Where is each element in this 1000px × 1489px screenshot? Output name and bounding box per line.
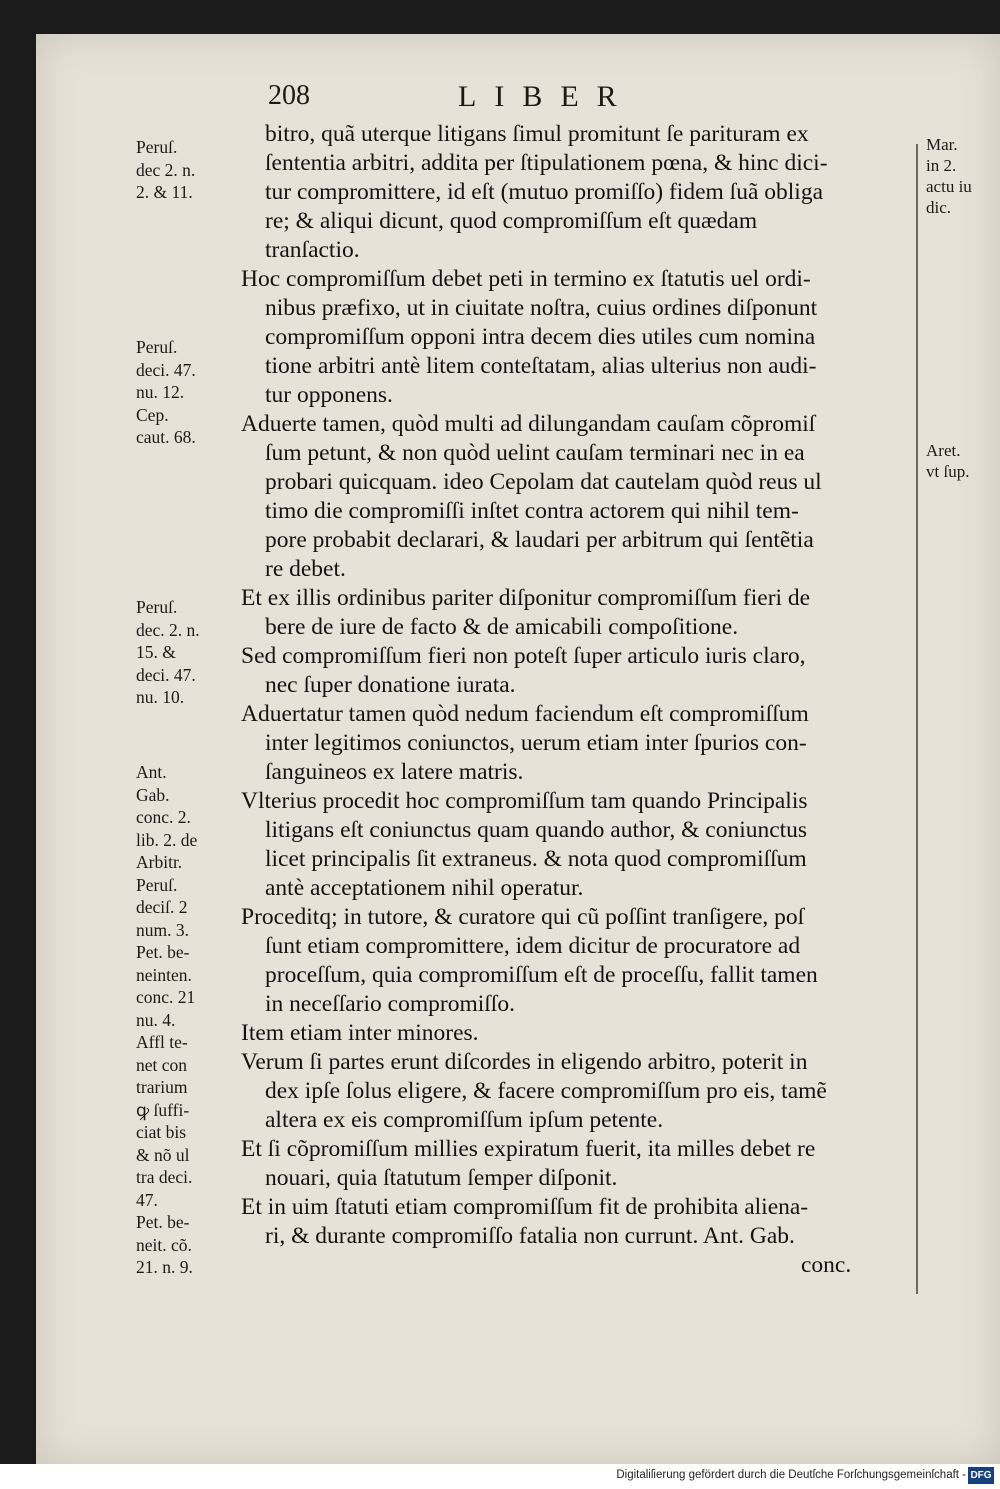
text-line: Vlterius procedit hoc compromiſſum tam quando Principalis: [241, 788, 808, 814]
text-line: proceſſum, quia compromiſſum eſt de proceſſu, fallit tamen: [265, 962, 818, 988]
note-line: deci. 47.: [136, 664, 196, 685]
note-line: Pet. be-: [136, 942, 190, 962]
text-line: Hoc compromiſſum debet peti in termino ex ſtatutis uel ordi-: [241, 266, 811, 292]
text-line: Sed compromiſſum fieri non poteſt ſuper articulo iuris claro,: [241, 643, 806, 669]
text-line: dex ipſe ſolus eligere, & facere compromiſſum pro eis, tamẽ: [265, 1078, 827, 1104]
text-line: ri, & durante compromiſſo fatalia non currunt. Ant. Gab.: [265, 1223, 795, 1249]
note-line: Peruſ.: [136, 597, 178, 617]
text-line: nec ſuper donatione iurata.: [265, 672, 516, 698]
right-note-1: [926, 134, 972, 218]
note-line: 15. &: [136, 642, 176, 662]
note-line: dec. 2. n.: [136, 619, 200, 640]
text-line: tur compromittere, id eſt (mutuo promiſſo) fidem ſuã obliga: [265, 179, 823, 205]
note-line: lib. 2. de: [136, 829, 198, 850]
text-line: Aduerte tamen, quòd multi ad dilungandam cauſam cõpromiſ: [241, 411, 816, 437]
note-line: net con: [136, 1054, 188, 1075]
text-line: litigans eſt coniunctus quam quando author, & coniunctus: [265, 817, 808, 843]
note-line: nu. 12.: [136, 382, 185, 402]
text-line: timo die compromiſſi inſtet contra actorem qui nihil tem-: [265, 498, 799, 524]
note-line: caut. 68.: [136, 427, 196, 447]
funding-credit: Digitaliſierung gefördert durch die Deutſche Forſchungsgemeinſchaft -: [616, 1469, 966, 1481]
text-line: nouari, quia ſtatutum ſemper diſponit.: [265, 1165, 618, 1191]
page-number: 208: [268, 80, 310, 111]
text-line: licet principalis ſit extraneus. & nota quod compromiſſum: [265, 846, 807, 872]
text-line: tur opponens.: [265, 382, 393, 408]
note-line: ꝙ ſuffi-: [136, 1099, 190, 1120]
text-line: probari quicquam. ideo Cepolam dat cautelam quòd reus ul: [265, 469, 822, 495]
note-line: ciat bis: [136, 1122, 187, 1142]
note-line: neinten.: [136, 964, 192, 985]
left-note-1: [136, 136, 195, 204]
note-line: 21. n. 9.: [136, 1257, 193, 1277]
left-note-2: [136, 336, 196, 449]
note-line: Arbitr.: [136, 852, 183, 872]
note-line: dec 2. n.: [136, 159, 196, 180]
text-line: pore probabit declarari, & laudari per arbitrum qui ſentẽtia: [265, 527, 814, 553]
note-line: Mar.: [926, 135, 958, 154]
text-line: ſum petunt, & non quòd uelint cauſam terminari nec in ea: [265, 440, 805, 466]
note-line: Affl te-: [136, 1032, 188, 1052]
dfg-logo: DFG: [968, 1467, 994, 1484]
text-line: tranſactio.: [265, 237, 360, 263]
note-line: tra deci.: [136, 1167, 193, 1187]
note-line: & nõ ul: [136, 1144, 190, 1165]
note-line: Peruſ.: [136, 874, 178, 895]
text-line: inter legitimos coniunctos, uerum etiam inter ſpurios con-: [265, 730, 807, 756]
book-page: [36, 34, 1000, 1464]
text-line: altera ex eis compromiſſum ipſum petente.: [265, 1107, 664, 1133]
text-line: nibus præfixo, ut in ciuitate noſtra, cuius ordines diſponunt: [265, 295, 818, 321]
right-note-2: [926, 440, 969, 482]
text-line: compromiſſum opponi intra decem dies utiles cum nomina: [265, 324, 816, 350]
running-title: LIBER: [458, 80, 635, 113]
text-line: Verum ſi partes erunt diſcordes in eligendo arbitro, poterit in: [241, 1049, 808, 1075]
note-line: conc. 2.: [136, 807, 191, 827]
text-line: ſanguineos ex latere matris.: [265, 759, 524, 785]
note-line: num. 3.: [136, 919, 189, 940]
note-line: 47.: [136, 1189, 158, 1210]
text-line: ſententia arbitri, addita per ſtipulationem pœna, & hinc dici-: [265, 150, 828, 176]
note-line: actu iu: [926, 177, 972, 196]
text-line: in neceſſario compromiſſo.: [265, 991, 515, 1017]
text-line: antè acceptationem nihil operatur.: [265, 875, 584, 901]
text-line: ſunt etiam compromittere, idem dicitur de procuratore ad: [265, 933, 801, 959]
note-line: Ant.: [136, 762, 167, 782]
left-note-4: [136, 761, 197, 1279]
note-line: nu. 10.: [136, 687, 185, 707]
text-line: Item etiam inter minores.: [241, 1020, 479, 1046]
text-line: Et ſi cõpromiſſum millies expiratum fuerit, ita milles debet re: [241, 1136, 816, 1162]
text-line: Aduertatur tamen quòd nedum faciendum eſt compromiſſum: [241, 701, 809, 727]
note-line: in 2.: [926, 156, 957, 175]
note-line: Peruſ.: [136, 337, 178, 357]
note-line: Gab.: [136, 784, 170, 805]
text-line: Et in uim ſtatuti etiam compromiſſum fit de prohibita aliena-: [241, 1194, 809, 1220]
note-line: Peruſ.: [136, 137, 178, 157]
note-line: 2. & 11.: [136, 182, 193, 202]
right-margin-rule: [916, 144, 918, 1294]
text-line: conc.: [801, 1252, 852, 1278]
note-line: dic.: [926, 198, 952, 217]
left-note-3: [136, 596, 200, 709]
note-line: vt ſup.: [926, 462, 970, 481]
note-line: deci. 47.: [136, 359, 196, 380]
note-line: Pet. be-: [136, 1212, 190, 1232]
text-line: bitro, quã uterque litigans ſimul promitunt ſe parituram ex: [265, 121, 809, 147]
note-line: conc. 21: [136, 987, 196, 1007]
text-line: re; & aliqui dicunt, quod compromiſſum eſt quædam: [265, 208, 758, 234]
text-line: Et ex illis ordinibus pariter diſponitur compromiſſum fieri de: [241, 585, 811, 611]
text-line: Proceditq; in tutore, & curatore qui cũ poſſint tranſigere, poſ: [241, 904, 805, 930]
note-line: nu. 4.: [136, 1009, 176, 1030]
note-line: Cep.: [136, 404, 169, 425]
text-line: tione arbitri antè litem conteſtatam, alias ulterius non audi-: [265, 353, 817, 379]
footer-bar: [0, 1464, 1000, 1489]
main-text: [241, 120, 921, 1280]
text-line: bere de iure de facto & de amicabili compoſitione.: [265, 614, 739, 640]
page-header: [268, 80, 828, 120]
note-line: Aret.: [926, 441, 961, 460]
text-line: re debet.: [265, 556, 346, 582]
note-line: neit. cõ.: [136, 1234, 192, 1255]
note-line: trarium: [136, 1077, 188, 1097]
note-line: deciſ. 2: [136, 897, 188, 917]
